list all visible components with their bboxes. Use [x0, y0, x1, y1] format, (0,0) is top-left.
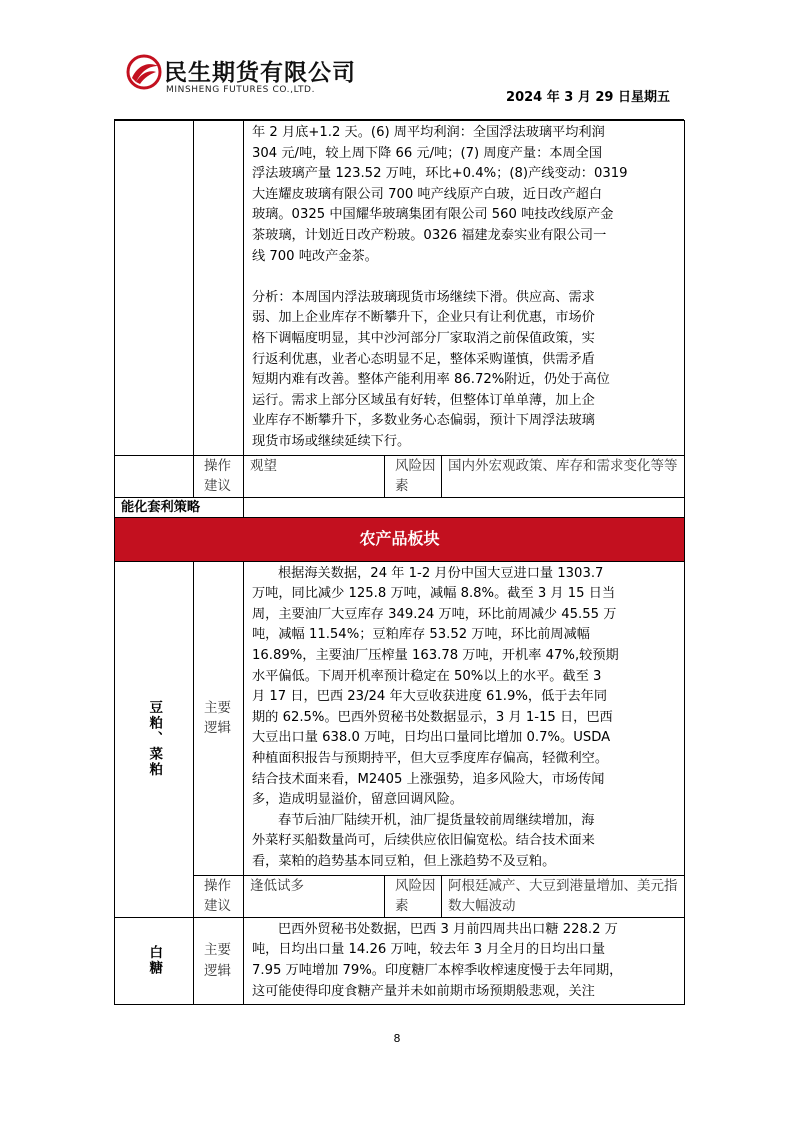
- glass-category-cell: [115, 121, 194, 456]
- meal-risk-label: 风险因素: [385, 875, 442, 917]
- agri-section-title: 农产品板块: [115, 517, 685, 561]
- text-line: 现货市场或继续延续下行。: [252, 433, 411, 449]
- text-line: 7.95 万吨增加 79%。印度糖厂本榨季收榨速度慢于去年同期，: [252, 962, 623, 978]
- text-line: 外菜籽买船数量尚可，后续供应依旧偏宽松。结合技术面来: [252, 833, 595, 849]
- text-line: 玻璃。0325 中国耀华玻璃集团有限公司 560 吨技改线原产金: [252, 207, 614, 223]
- text-line: 行返利优惠，业者心态明显不足，整体采购谨慎，供需矛盾: [252, 351, 595, 367]
- sugar-logic-cell: [244, 917, 685, 1004]
- glass-risk-label: 风险因素: [385, 455, 442, 497]
- text-line: 巴西外贸秘书处数据，巴西 3 月前四周共出口糖 228.2 万: [278, 921, 618, 937]
- sugar-logic-label: 主要逻辑: [194, 917, 244, 1004]
- text-line: 大豆出口量 638.0 万吨，日均出口量同比增加 0.7%。USDA: [252, 730, 611, 746]
- text-line: 茶玻璃，计划近日改产粉玻。0326 福建龙泰实业有限公司一: [252, 227, 607, 243]
- report-table: [114, 120, 685, 1005]
- meal-logic-row: [115, 561, 685, 875]
- text-line: 吨，日均出口量 14.26 万吨，较去年 3 月全月的日均出口量: [252, 942, 606, 958]
- text-line: 种植面积报告与预期持平，但大豆季度库存偏高，轻微利空。: [252, 751, 609, 767]
- text-line: 年 2 月底+1.2 天。(6) 周平均利润：全国浮法玻璃平均利润: [252, 125, 605, 140]
- report-table-container: [114, 119, 684, 1005]
- text-line: 格下调幅度明显，其中沙河部分厂家取消之前保值政策，实: [252, 330, 595, 346]
- company-name-cn: 民生期货有限公司: [164, 60, 356, 86]
- glass-op-value: 观望: [244, 455, 385, 497]
- text-line: 业库存不断攀升下，多数业务心态偏弱，预计下周浮法玻璃: [252, 413, 595, 429]
- text-line: 线 700 吨改产金茶。: [252, 248, 378, 264]
- glass-logic-label-cell: [194, 121, 244, 456]
- text-line: 结合技术面来看，M2405 上涨强势，追多风险大，市场传闻: [252, 771, 605, 787]
- meal-op-label: 操作建议: [194, 875, 244, 917]
- text-line: 根据海关数据，24 年 1-2 月份中国大豆进口量 1303.7: [278, 565, 604, 581]
- page-header: [114, 52, 684, 104]
- text-line: 这可能使得印度食糖产量并未如前期市场预期般悲观，关注: [252, 983, 595, 999]
- energy-strategy-label: 能化套利策略: [115, 497, 244, 517]
- meal-op-value: 逢低试多: [244, 875, 385, 917]
- glass-risk-value: 国内外宏观政策、库存和需求变化等等: [442, 455, 685, 497]
- meal-operation-row: [115, 875, 685, 917]
- text-line: 大连耀皮玻璃有限公司 700 吨产线原产白玻，近日改产超白: [252, 186, 603, 202]
- meal-risk-value: 阿根廷减产、大豆到港量增加、美元指数大幅波动: [442, 875, 685, 917]
- glass-logic-cell: [244, 121, 685, 456]
- report-date: 2024 年 3 月 29 日星期五: [506, 90, 670, 105]
- text-line: 弱、加上企业库存不断攀升下，企业只有让利优惠，市场价: [252, 310, 595, 326]
- sugar-logic-row: [115, 917, 685, 1004]
- agri-section-band: [115, 517, 685, 561]
- glass-category-cell-cont: [115, 455, 194, 497]
- text-line: 短期内难有改善。整体产能利用率 86.72%附近，仍处于高位: [252, 372, 610, 388]
- glass-op-label: 操作建议: [194, 455, 244, 497]
- meal-category: 豆粕、菜粕: [146, 700, 163, 778]
- text-line: 万吨，同比减少 125.8 万吨，减幅 8.8%。截至 3 月 15 日当: [252, 586, 616, 602]
- text-line: 吨，减幅 11.54%；豆粕库存 53.52 万吨，环比前周减幅: [252, 627, 590, 643]
- text-line: 运行。需求上部分区域虽有好转，但整体订单单薄，加上企: [252, 392, 595, 408]
- text-line: 期的 62.5%。巴西外贸秘书处数据显示，3 月 1-15 日，巴西: [252, 709, 613, 725]
- meal-logic-cell: [244, 561, 685, 875]
- glass-logic-row: [115, 121, 685, 456]
- sugar-category: 白糖: [146, 945, 163, 977]
- text-line: 月 17 日，巴西 23/24 年大豆收获进度 61.9%，低于去年同: [252, 689, 608, 705]
- sugar-category-cell: [115, 917, 194, 1004]
- page-number: 8: [393, 1032, 401, 1045]
- meal-logic-label: 主要逻辑: [194, 561, 244, 875]
- energy-strategy-row: [115, 497, 685, 517]
- minsheng-logo-icon: [126, 54, 162, 90]
- text-line: 分析：本周国内浮法玻璃现货市场继续下滑。供应高、需求: [252, 289, 595, 305]
- text-line: 304 元/吨，较上周下降 66 元/吨；(7) 周度产量：本周全国: [252, 145, 603, 161]
- text-line: 周，主要油厂大豆库存 349.24 万吨，环比前周减少 45.55 万: [252, 606, 617, 622]
- energy-strategy-content: [244, 497, 685, 517]
- text-line: 看，菜粕的趋势基本同豆粕，但上涨趋势不及豆粕。: [252, 854, 556, 869]
- glass-operation-row: [115, 455, 685, 497]
- text-line: 水平偏低。下周开机率预计稳定在 50%以上的水平。截至 3: [252, 668, 602, 684]
- text-line: 多，造成明显溢价，留意回调风险。: [252, 792, 463, 808]
- text-line: 16.89%，主要油厂压榨量 163.78 万吨，开机率 47%,较预期: [252, 648, 619, 664]
- text-line: 浮法玻璃产量 123.52 万吨，环比+0.4%；(8)产线变动：0319: [252, 166, 628, 182]
- meal-category-cell: [115, 561, 194, 917]
- company-name-en: MINSHENG FUTURES CO.,LTD.: [166, 85, 316, 95]
- text-line: 春节后油厂陆续开机，油厂提货量较前周继续增加，海: [278, 812, 595, 828]
